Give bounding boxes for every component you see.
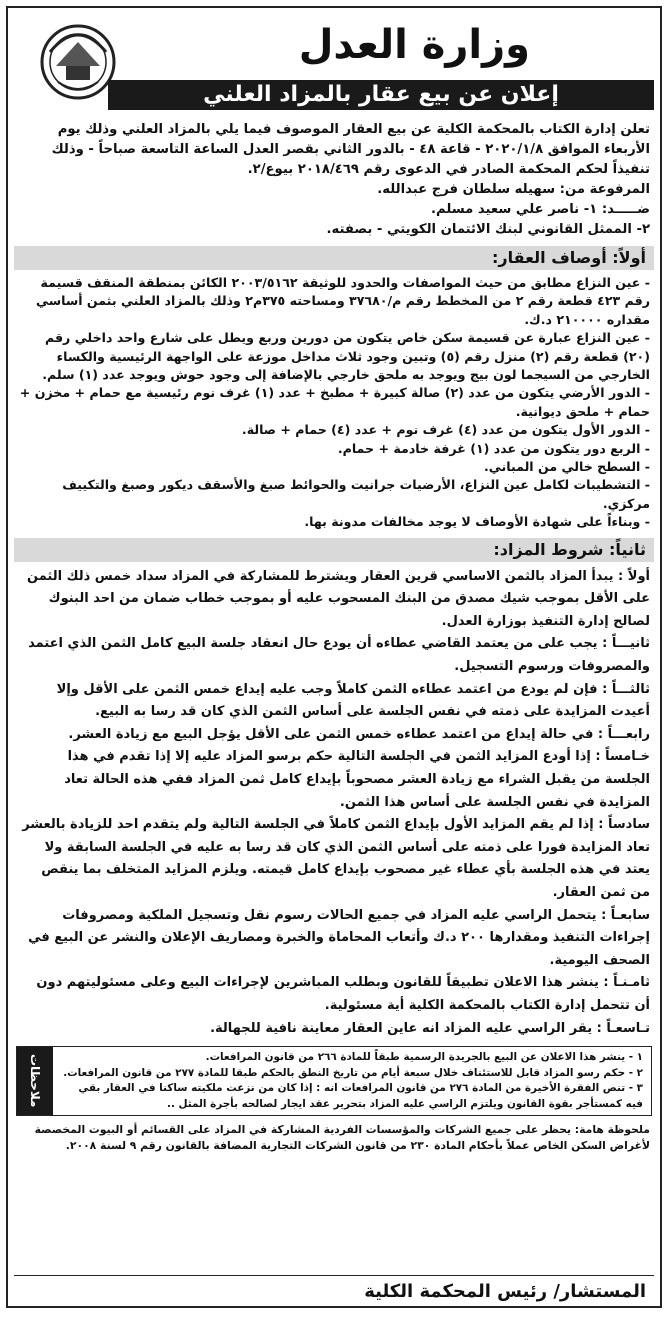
condition-label: ثالثـــاً : — [602, 681, 650, 697]
condition-text: فإن لم يودع من اعتمد عطاءه الثمن كاملاً وجب عليه إيداع خمس الثمن على الأقل وإلا أعيدت المزايدة على ذمته في نفس الجلسة على أساس الثمن الذي كان قد رسا به البيع. — [56, 681, 650, 720]
condition-label: سابعـاً : — [601, 907, 650, 923]
condition-item — [18, 814, 650, 904]
condition-item — [18, 633, 650, 678]
important-note-text: ملحوظة هامة: يحظر على جميع الشركات والمؤسسات الفردية المشاركة في المزاد على القسائم أو البيوت المخصصة لأغراض السكن الخاص عملاً بأحكام المادة ٢٣٠ من قانون الشركات التجارية المضافة بالقانون رقم ٩ لسنة ٢٠٠٨. — [34, 1123, 650, 1153]
property-item: - وبناءاً على شهادة الأوصاف لا يوجد مخالفات مدونة بها. — [304, 514, 650, 530]
kuwait-emblem-icon — [38, 22, 118, 102]
condition-label: سادساً : — [598, 817, 650, 833]
note-item: ٣ - تنص الفقرة الأخيرة من المادة ٢٧٦ من قانون المرافعات انه : إذا كان من نزعت ملكيته ساكنا في العقار بقي فيه كمستأجر بقوة القانون ويلتزم الراسي عليه المزاد بتحرير عقد ايجار لصالحه بأجرة المثل .. — [78, 1082, 643, 1110]
property-item: - السطح خالي من المباني. — [484, 459, 650, 475]
condition-label: ثانيـــاً : — [602, 636, 650, 652]
intro-text: تعلن إدارة الكتاب بالمحكمة الكلية عن بيع العقار الموصوف فيما يلي بالمزاد العلني وذلك يوم الأربعاء الموافق ٢٠٢٠/١/٨ - قاعة ٤٨ - بالدور الثاني بقصر العدل الساعة التاسعة صباحاً - وذلك تنفيذاً لحكم المحكمة الصادر في الدعوى رقم ٢٠١٨/٤٦٩ بيوع/٢. — [51, 122, 650, 177]
property-item: - الدور الأرضي يتكون من عدد (٢) صالة كبيرة + مطبخ + عدد (١) غرف نوم رئيسية مع حمام + مخزن + حمام + ملحق ديوانية. — [19, 385, 650, 419]
notes-list — [53, 1047, 651, 1115]
condition-item — [18, 746, 650, 814]
property-description — [8, 274, 660, 532]
signature: المستشار/ رئيس المحكمة الكلية — [364, 1281, 646, 1302]
plaintiff-line: المرفوعة من: سهيله سلطان فرج عبدالله. — [377, 182, 650, 197]
condition-text: إذا لم يقم المزايد الأول بإيداع الثمن كاملاً في الجلسة التالية ولم يتقدم احد للزيادة بالعشر تعاد المزايدة فورا على ذمته على أساس الثمن الذي كان قد رسا به عليه في الجلسة السابقة ولا يعتد في هذه الجلسة بأي عطاء غير مصحوب بإيداع كامل قيمته. ويلزم المزايد المتخلف بما ينقص من ثمن العقار. — [22, 817, 650, 900]
intro-section — [8, 100, 660, 240]
defendant-line-2: ٢- الممثل القانوني لبنك الائتمان الكويتي - بصفته. — [326, 222, 650, 237]
announcement-page — [6, 6, 662, 1308]
condition-item — [18, 972, 650, 1017]
property-item: - عين النزاع مطابق من حيث المواصفات والحدود للوثيقة ٢٠٠٣/٥١٦٢ الكائن بمنطقة المنقف قسيمة رقم ٤٢٣ قطعة رقم ٢ من المخطط رقم م/٣٧٦٨٠ ومساحته ٣٧٥م٢ وذلك بالمزاد العلني بثمن أساسي مقداره ٢١٠٠٠٠ د.ك. — [35, 275, 650, 327]
property-item: - الربع دور يتكون من عدد (١) غرفة خادمة + حمام. — [337, 440, 650, 456]
condition-label: رابعـــاً : — [597, 726, 650, 742]
condition-text: يتحمل الراسي عليه المزاد في جميع الحالات رسوم نقل وتسجيل الملكية ومصروفات إجراءات التنفيذ ومقدارها ٢٠٠ د.ك وأتعاب المحاماة والخبرة ومصاريف الإعلان والنشر عن البيع في الصحف اليومية. — [28, 907, 650, 968]
important-note — [8, 1116, 660, 1154]
section-heading-property: أولاً: أوصاف العقار: — [14, 246, 654, 270]
condition-label: خـامساً : — [595, 749, 650, 765]
property-item: - التشطيبات لكامل عين النزاع، الأرضيات جرانيت والحوائط صبغ والأسقف ديكور وصبغ والتكييف مركزي. — [62, 477, 650, 511]
condition-text: في حالة إيداع من اعتمد عطاءه خمس الثمن على الأقل يؤجل البيع مع زيادة العشر. — [68, 726, 594, 742]
defendant-line-1: ضـــــد: ١- ناصر علي سعيد مسلم. — [431, 202, 650, 217]
condition-item — [18, 1018, 650, 1041]
signature-divider — [14, 1275, 654, 1276]
ministry-title: وزارة العدل — [298, 22, 530, 68]
announcement-banner: إعلان عن بيع عقار بالمزاد العلني — [108, 80, 654, 110]
header — [8, 8, 660, 107]
notes-box — [16, 1046, 652, 1116]
condition-item — [18, 566, 650, 634]
auction-conditions — [8, 566, 660, 1040]
property-item: - الدور الأول يتكون من عدد (٤) غرف نوم + عدد (٤) حمام + صالة. — [241, 422, 650, 438]
notes-side-label: ملاحظات — [17, 1047, 53, 1115]
property-item: - عين النزاع عبارة عن قسيمة سكن خاص يتكون من دورين وربع ويطل على شارع واحد داخلي رقم (٢٠) قطعة رقم (٢) منزل رقم (٥) وتبين وجود ثلاث مداخل موزعة على الواجهة الرئيسية والكساء الخارجي من السيجما لون بيج ويوجد به ملحق خارجي بالإضافة إلى وجود حوش ويوجد عدد (١) سلم. — [42, 330, 650, 383]
condition-text: ينشر هذا الاعلان تطبيقاً للقانون وبطلب المباشرين لإجراءات البيع وعلى مسئوليتهم دون أن تتحمل إدارة الكتاب بالمحكمة الكلية أية مسئولية. — [36, 975, 650, 1013]
condition-text: يبدأ المزاد بالثمن الاساسي قرين العقار ويشترط للمشاركة في المزاد سداد خمس ذلك الثمن على الأقل بموجب شيك مصدق من البنك المسحوب عليه أو بموجب خطاب ضمان من احد البنوك لصالح إدارة التنفيذ بوزارة العدل. — [27, 568, 650, 629]
condition-label: تـاسعـاً : — [596, 1020, 650, 1036]
condition-item — [18, 905, 650, 973]
note-item: ١ - ينشر هذا الاعلان عن البيع بالجريدة الرسمية طبقاً للمادة ٢٦٦ من قانون المرافعات. — [205, 1051, 643, 1064]
condition-label: ثامـنـاً : — [603, 975, 650, 991]
condition-item — [18, 724, 650, 747]
condition-text: إذا أودع المزايد الثمن في الجلسة التالية حكم برسو المزاد عليه إلا إذا تقدم في هذا الجلسة من يقبل الشراء مع زيادة العشر مصحوباً بإيداع كامل ثمن المزاد ففي هذه الحالة تعاد المزايدة في نفس الجلسة على أساس هذا الثمن. — [64, 749, 650, 810]
condition-item — [18, 679, 650, 724]
condition-text: يقر الراسي عليه المزاد انه عاين العقار معاينة نافية للجهالة. — [210, 1020, 593, 1036]
condition-label: أولاً : — [618, 568, 650, 584]
note-item: ٢ - حكم رسو المزاد قابل للاستئناف خلال سبعة أيام من تاريخ النطق بالحكم طبقا للمادة ٢٧٧ من قانون المرافعات. — [63, 1066, 643, 1079]
section-heading-conditions: ثانياً: شروط المزاد: — [14, 538, 654, 562]
condition-text: يجب على من يعتمد القاضي عطاءه أن يودع حال انعقاد جلسة البيع كامل الثمن الذي اعتمد والمصروفات ورسوم التسجيل. — [28, 636, 650, 675]
